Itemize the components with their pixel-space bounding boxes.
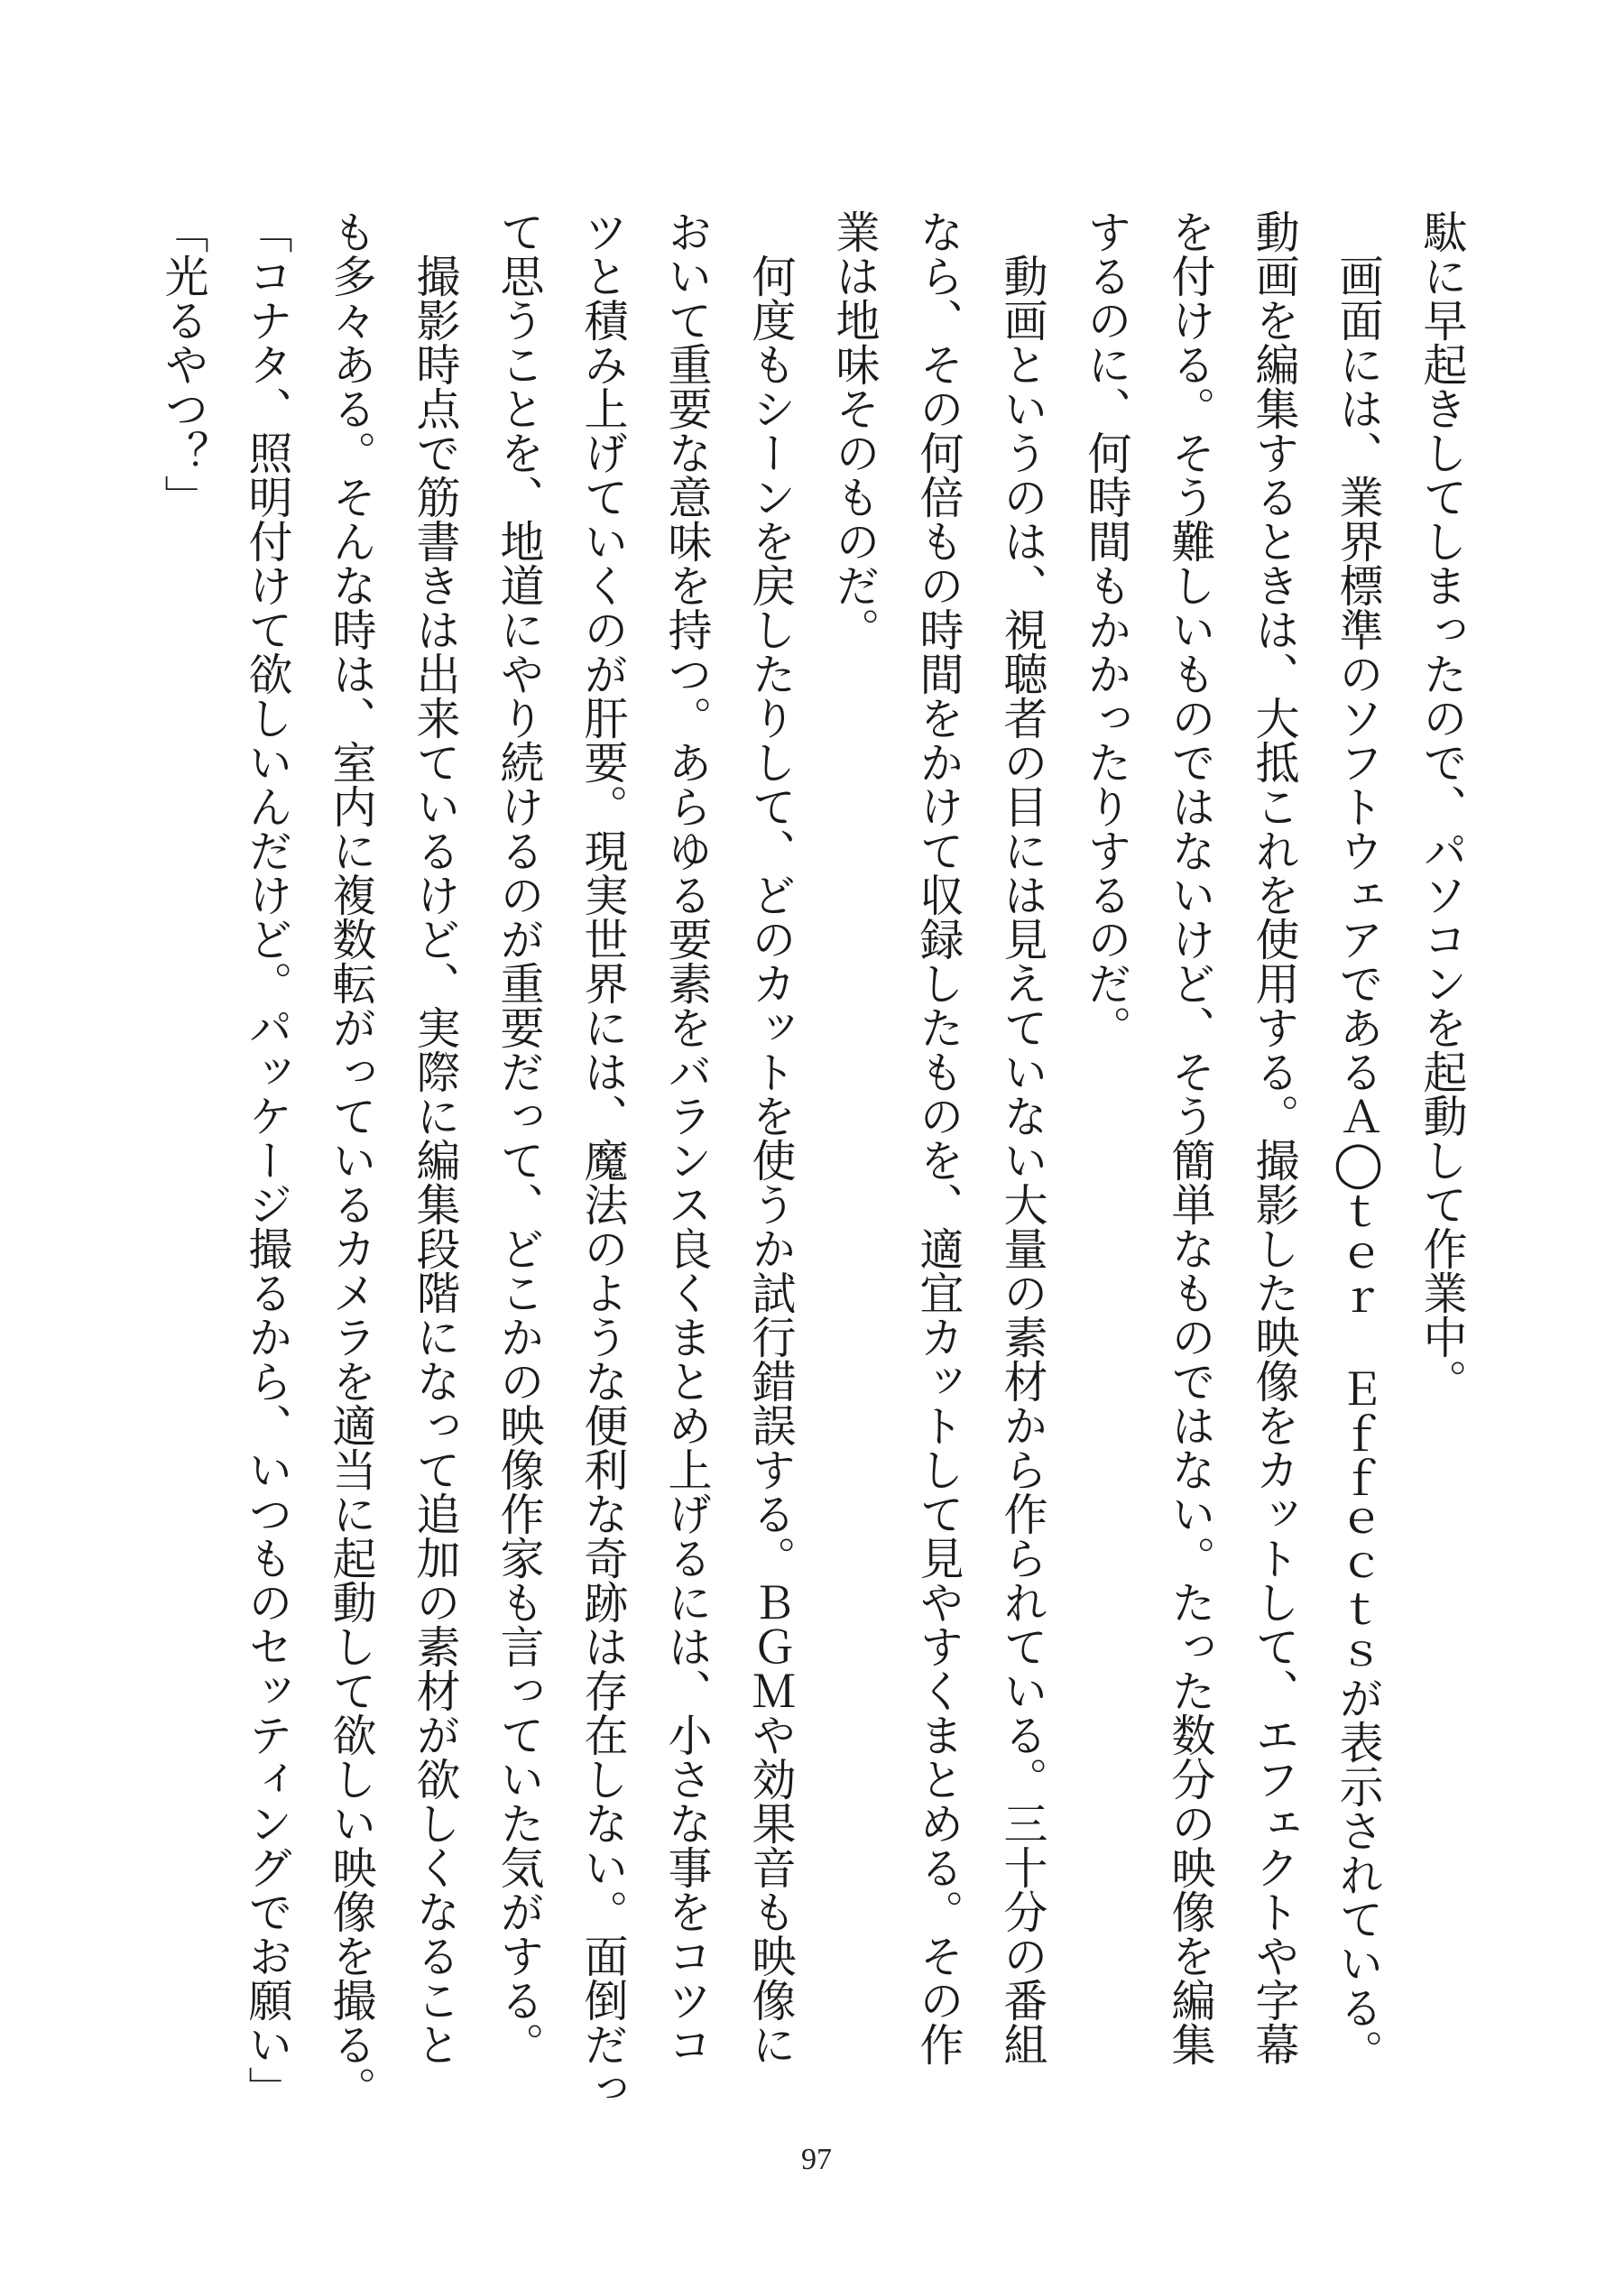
text-line: 画面には、業界標準のソフトウェアであるＡ◯ｔｅｒ Ｅｆｆｅｃｔｓが表示されている。: [1333, 209, 1384, 2073]
text-line: て思うことを、地道にやり続けるのが重要だって、どこかの映像作家も言っていた気がする。: [494, 209, 545, 2066]
text-line: ツと積み上げていくのが肝要。現実世界には、魔法のような便利な奇跡は存在しない。面倒だっ: [577, 209, 629, 2110]
text-line: 動画を編集するときは、大抵これを使用する。撮影した映像をカットして、エフェクトや字幕: [1249, 209, 1300, 2066]
text-line: するのに、何時間もかかったりするのだ。: [1081, 209, 1132, 1049]
body-text: [142, 209, 1484, 2110]
page-number: 97: [801, 2143, 832, 2176]
text-line: 「光るやつ？」: [158, 209, 209, 519]
text-line: 駄に早起きしてしまったので、パソコンを起動して作業中。: [1416, 209, 1468, 1403]
text-line: 動画というのは、視聴者の目には見えていない大量の素材から作られている。三十分の番組: [997, 209, 1048, 2066]
text-line: おいて重要な意味を持つ。あらゆる要素をバランス良くまとめ上げるには、小さな事をコツコ: [661, 209, 713, 2066]
text-line: 何度もシーンを戻したりして、どのカットを使うか試行錯誤する。ＢＧＭや効果音も映像に: [745, 209, 797, 2066]
text-line: も多々ある。そんな時は、室内に複数転がっているカメラを適当に起動して欲しい映像を撮る。: [326, 209, 377, 2110]
text-line: なら、その何倍もの時間をかけて収録したものを、適宜カットして見やすくまとめる。その作: [913, 209, 964, 2066]
text-line: を付ける。そう難しいものではないけど、そう簡単なものではない。たった数分の映像を編集: [1165, 209, 1216, 2066]
text-line: 「コナタ、照明付けて欲しいんだけど。パッケージ撮るから、いつものセッティングでお願い」: [242, 209, 293, 2110]
text-line: 業は地味そのものだ。: [829, 209, 881, 651]
text-line: 撮影時点で筋書きは出来ているけど、実際に編集段階になって追加の素材が欲しくなること: [410, 209, 461, 2066]
